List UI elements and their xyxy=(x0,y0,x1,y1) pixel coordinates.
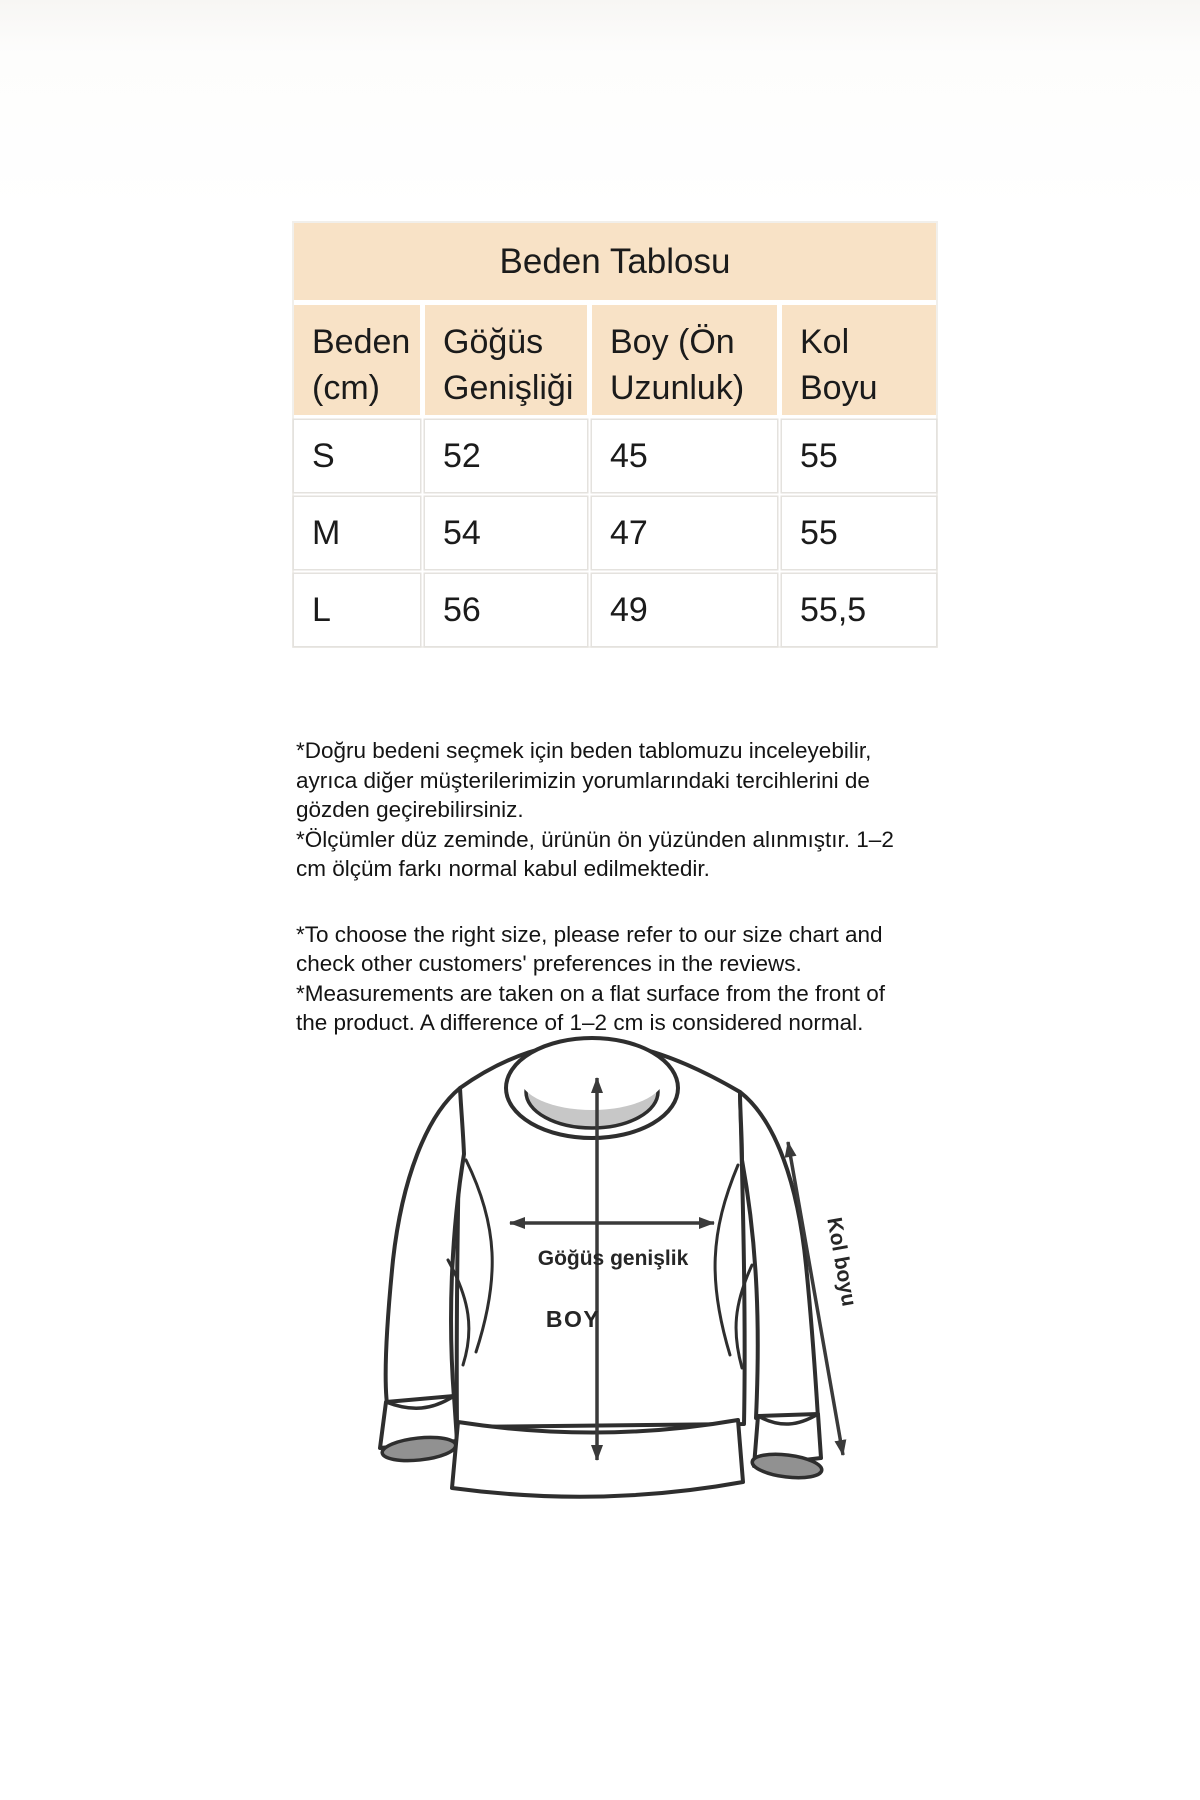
notes-block-gap xyxy=(296,884,976,920)
table-row-s-sleeve: 55 xyxy=(782,420,936,492)
table-row-l-length: 49 xyxy=(592,574,777,646)
collar xyxy=(506,1038,678,1138)
table-row-m-size: M xyxy=(294,497,420,569)
table-row-m-chest: 54 xyxy=(425,497,587,569)
size-table xyxy=(294,223,936,646)
note-turkish-line: *Doğru bedeni seçmek için beden tablomuzu inceleyebilir, xyxy=(296,738,872,763)
column-header-front-length: Boy (Ön Uzunluk) xyxy=(592,305,777,415)
table-row-s-length: 45 xyxy=(592,420,777,492)
column-header-sleeve-length: Kol Boyu xyxy=(782,305,936,415)
table-row-s-chest: 52 xyxy=(425,420,587,492)
note-turkish-line: gözden geçirebilirsiniz. xyxy=(296,797,524,822)
measurement-diagram xyxy=(330,1020,890,1540)
note-english-line: check other customers' preferences in the reviews. xyxy=(296,951,802,976)
note-english-line: *To choose the right size, please refer to our size chart and xyxy=(296,921,883,947)
note-english-line: *Measurements are taken on a flat surface from the front of xyxy=(296,980,886,1006)
sleeve-length-label: Kol boyu xyxy=(822,1215,861,1309)
size-table-title: Beden Tablosu xyxy=(294,223,936,300)
length-label: BOY xyxy=(545,1306,601,1332)
left-sleeve xyxy=(380,1088,464,1464)
chest-width-label: Göğüs genişlik xyxy=(537,1247,689,1270)
note-turkish-line: *Ölçümler düz zeminde, ürünün ön yüzünden alınmıştır. 1–2 xyxy=(296,826,894,852)
table-row-l-chest: 56 xyxy=(425,574,587,646)
note-turkish-line: ayrıca diğer müşterilerimizin yorumlarındaki tercihlerini de xyxy=(296,767,870,793)
table-row-s-size: S xyxy=(294,420,420,492)
table-row-l-sleeve: 55,5 xyxy=(782,574,936,646)
note-turkish-line: cm ölçüm farkı normal kabul edilmektedir. xyxy=(296,856,710,881)
sweatshirt-diagram xyxy=(330,1020,890,1540)
size-notes xyxy=(296,736,976,1038)
column-header-size: Beden (cm) xyxy=(294,305,420,415)
note-english-line: the product. A difference of 1–2 cm is considered normal. xyxy=(296,1010,864,1035)
table-row-l-size: L xyxy=(294,574,420,646)
table-row-m-sleeve: 55 xyxy=(782,497,936,569)
right-sleeve xyxy=(740,1092,823,1481)
table-row-m-length: 47 xyxy=(592,497,777,569)
column-header-chest-width: Göğüs Genişliği xyxy=(425,305,587,415)
